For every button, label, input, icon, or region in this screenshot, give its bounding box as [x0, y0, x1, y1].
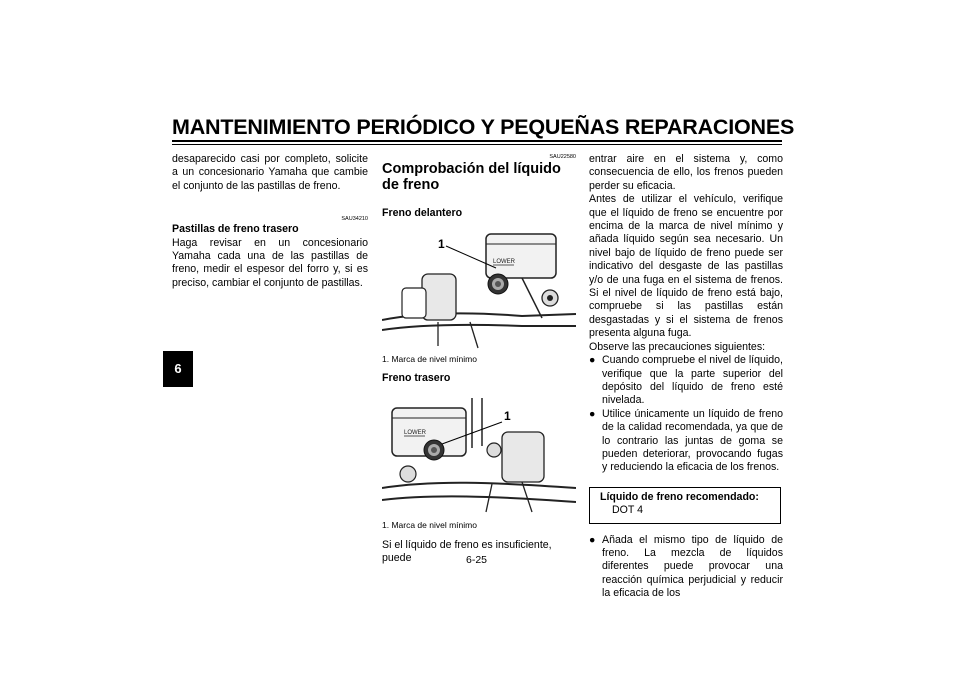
paragraph-air-in-system: entrar aire en el sistema y, como consecuencia de ello, los frenos pueden perder su eficacia. [589, 153, 783, 192]
rear-brake-caption: 1. Marca de nivel mínimo [382, 519, 477, 530]
bullet-dot-icon: ● [589, 533, 596, 546]
subheading-rear-pads: Pastillas de freno trasero [172, 223, 299, 236]
box-title: Líquido de freno recomendado: [600, 490, 759, 503]
front-brake-title: Freno delantero [382, 207, 463, 219]
recommended-fluid-box [589, 487, 781, 524]
callout-number: 1 [504, 408, 511, 423]
lower-label: LOWER [493, 259, 516, 266]
column-left [172, 153, 368, 290]
paragraph-check-level: Antes de utilizar el vehículo, verifique que el líquido de freno se encuentre por encima de la marca de nivel mínimo y añada líquido según sea necesario. Un nivel bajo de líquido de freno puede ser indicativo del desgaste de las pastillas y/o de una fuga en el sistema de frenos. Si el nivel de líquido de freno está bajo, compruebe si las pastillas están desgastadas y si el sistema de frenos presenta alguna fuga. [589, 193, 783, 340]
callout-number: 1 [438, 237, 445, 252]
rear-brake-reservoir-photo [382, 388, 576, 516]
chapter-tab: 6 [163, 351, 193, 387]
bullet-item [589, 534, 783, 601]
box-value: DOT 4 [612, 504, 644, 517]
front-brake-caption: 1. Marca de nivel mínimo [382, 354, 477, 365]
bullet-text: Añada el mismo tipo de líquido de freno. La mezcla de líquidos diferentes puede provocar una reacción química perjudicial y reducir la eficacia de los [602, 533, 783, 600]
paragraph-rear-pads: Haga revisar en un concesionario Yamaha cada una de las pastillas de freno, medir el espesor del forro y, si es preciso, cambiar el conjunto de pastillas. [172, 236, 368, 289]
header-rule-thin [172, 144, 782, 145]
paragraph-precautions: Observe las precauciones siguientes: [589, 340, 766, 353]
bullet-item [589, 408, 783, 475]
bullet-text: Cuando compruebe el nivel de líquido, verifique que la parte superior del depósito del líquido de freno esté nivelada. [602, 354, 783, 407]
section-code: SAU22580 [549, 154, 576, 160]
lower-label: LOWER [404, 429, 427, 436]
header-rule-thick [172, 140, 782, 142]
column-right [589, 153, 783, 601]
bullet-item [589, 354, 783, 408]
bullet-dot-icon: ● [589, 407, 596, 420]
column-middle [382, 153, 576, 566]
front-brake-reservoir-photo [382, 222, 576, 350]
section-heading: Comprobación del líquido de freno [382, 161, 561, 193]
paragraph-pad-replacement: desaparecido casi por completo, solicite a un concesionario Yamaha que cambie el conjunto de las pastillas de freno. [172, 153, 368, 192]
bullet-dot-icon: ● [589, 354, 596, 367]
paragraph-insufficient-fluid: Si el líquido de freno es insuficiente, puede [382, 538, 552, 565]
bullet-text: Utilice únicamente un líquido de freno de la calidad recomendada, ya que de lo contrario las juntas de goma se pueden deteriorar, provocando fugas y reduciendo la eficacia de los frenos. [602, 407, 783, 474]
rear-brake-title: Freno trasero [382, 372, 451, 385]
page-number: 6-25 [466, 554, 488, 566]
section-code: SAU34210 [341, 216, 368, 223]
page-header-title: MANTENIMIENTO PERIÓDICO Y PEQUEÑAS REPARACIONES [172, 115, 795, 139]
